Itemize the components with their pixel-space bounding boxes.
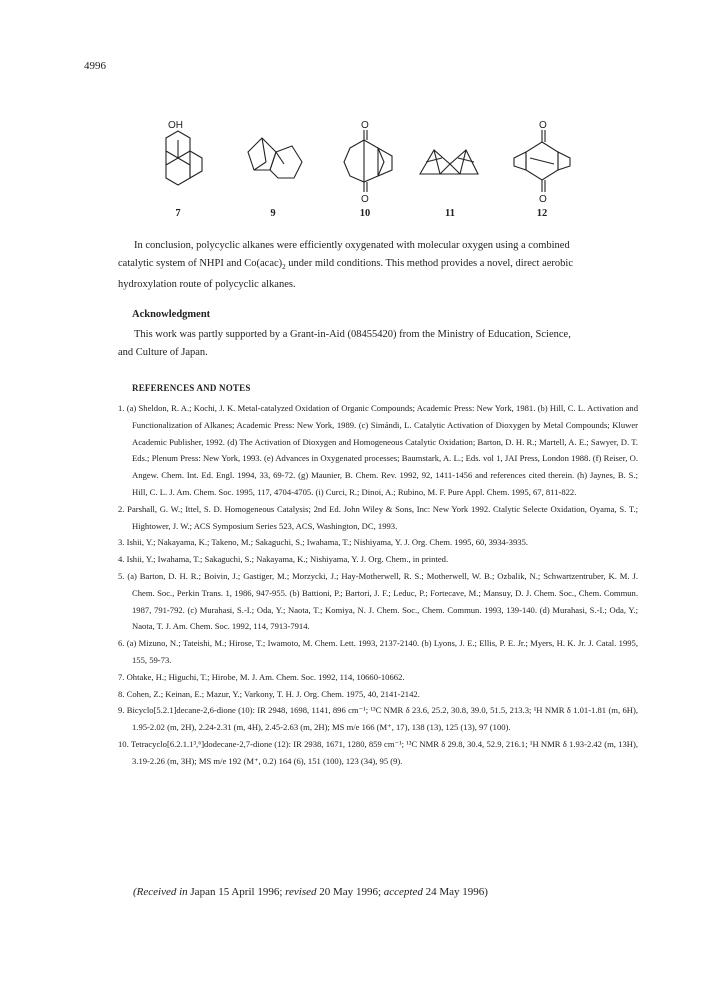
acknowledgment-line-2: and Culture of Japan. <box>118 347 208 358</box>
compound-11-structure <box>420 150 478 174</box>
acknowledgment-heading: Acknowledgment <box>132 309 211 320</box>
references-heading: REFERENCES AND NOTES <box>132 383 251 393</box>
conclusion-subscript: 2 <box>282 263 286 272</box>
oh-label: OH <box>168 120 183 131</box>
oxygen-label-12-top: O <box>539 120 547 131</box>
reference-item: 4. Ishii, Y.; Iwahama, T.; Sakaguchi, S.; Nakayama, K.; Nishiyama, Y. J. Org. Chem., in printed. <box>118 554 449 565</box>
compound-10-structure <box>344 130 392 192</box>
conclusion-line-2b: under mild conditions. This method provides a novel, direct aerobic <box>285 258 573 269</box>
reference-item: 8. Cohen, Z.; Keinan, E.; Mazur, Y.; Varkony, T. H. J. Org. Chem. 1975, 40, 2141-2142. <box>118 688 420 699</box>
acknowledgment-line-1: This work was partly supported by a Grant-in-Aid (08455420) from the Ministry of Education, Science, <box>134 329 571 340</box>
compound-7-structure <box>166 131 202 185</box>
oxygen-label-10-top: O <box>361 120 369 131</box>
conclusion-paragraph <box>118 237 638 294</box>
reference-item: 5. (a) Barton, D. H. R.; Boivin, J.; Gastiger, M.; Morzycki, J.; Hay-Motherwell, R. S.; Motherwell, W. B.; Ozbalik, N.; Schwartzentruber, K. M. J. Chem. Soc., Perkin Trans. 1, 1986, 947-955. (b) Battioni, P.; Bartori, J. F.; Leduc, P.; Fortecave, M.; Mansuy, D. J. Chem. Soc., Chem. Commun. 1987, 791-792. (c) Murahasi, S.-I.; Oda, Y.; Naota, T.; Komiya, N. J. Chem. Soc., Chem. Commun. 1993, 139-140. (d) Murahasi, S.-I.; Oda, Y.; Naota, T. J. Am. Chem. Soc. 1992, 114, 7913-7914. <box>118 570 638 632</box>
received-dates: (Received in Japan 15 April 1996; revised 20 May 1996; accepted 24 May 1996) <box>133 886 488 898</box>
page-number: 4996 <box>84 60 106 72</box>
compound-label: 12 <box>536 208 548 219</box>
reference-item: 2. Parshall, G. W.; Ittel, S. D. Homogeneous Catalysis; 2nd Ed. John Wiley & Sons, Inc: New York 1992. Ctalytic Selecte Oxidation, Oyama, S. T.; Hightower, J. W.; ACS Symposium Series 523, ACS, Washington, DC, 1993. <box>118 503 638 531</box>
compound-label: 10 <box>359 208 371 219</box>
oxygen-label-10-bottom: O <box>361 194 369 205</box>
acknowledgment-paragraph <box>118 326 638 362</box>
references-list <box>118 400 638 770</box>
compound-label: 11 <box>445 208 455 219</box>
conclusion-line-3: hydroxylation route of polycyclic alkanes. <box>118 279 296 291</box>
reference-item: 3. Ishii, Y.; Nakayama, K.; Takeno, M.; Sakaguchi, S.; Iwahama, T.; Nishiyama, Y. J. Org. Chem. 1995, 60, 3934-3935. <box>118 537 529 548</box>
reference-item: 6. (a) Mizuno, N.; Tateishi, M.; Hirose, T.; Iwamoto, M. Chem. Lett. 1993, 2137-2140. (b) Lyons, J. E.; Ellis, P. E. Jr.; Myers, H. K. Jr. J. Catal. 1995, 155, 59-73. <box>118 638 638 665</box>
oxygen-label-12-bottom: O <box>539 194 547 205</box>
conclusion-line-1: In conclusion, polycyclic alkanes were efficiently oxygenated with molecular oxygen using a combined <box>134 240 570 251</box>
compound-label: 9 <box>270 208 276 219</box>
reference-item: 1. (a) Sheldon, R. A.; Kochi, J. K. Metal-catalyzed Oxidation of Organic Compounds; Academic Press: New York, 1981. (b) Hill, C. L. Activation and Functionalization of Alkanes; Academic Press: New York, 1989. (c) Simándi, L. Catalytic Activation of Dioxygen by Metal Compounds; Kluwer Academic Publisher, 1992. (d) The Activation of Dioxygen and Homogeneous Catalytic Oxidation; Barton, D. H. R.; Martell, A. E.; Sawyer, D. T. Eds.; Plenum Press: New York, 1993. (e) Advances in Oxygenated processes; Baumstark, A. L.; Eds. vol 1, JAI Press, London 1988. (f) Reiser, O. Angew. Chem. Int. Ed. Engl. 1994, 33, 69-72. (g) Maunier, B. Chem. Rev. 1992, 92, 1411-1456 and references cited therein. (h) Jaynes, B. S.; Hill, C. L. J. Am. Chem. Soc. 1995, 117, 4704-4705. (i) Curci, R.; Dinoi, A.; Rubino, M. F. Pure Appl. Chem. 1995, 67, 811-822. <box>118 403 638 497</box>
reference-item: 7. Ohtake, H.; Higuchi, T.; Hirobe, M. J. Am. Chem. Soc. 1992, 114, 10660-10662. <box>118 671 405 682</box>
conclusion-line-2a: catalytic system of NHPI and Co(acac) <box>118 258 283 269</box>
compound-9-structure <box>248 138 302 178</box>
reference-item: 10. Tetracyclo[6.2.1.1³,⁶]dodecane-2,7-dione (12): IR 2938, 1671, 1280, 859 cm⁻¹; ¹³C NMR δ 29.8, 30.4, 52.9, 216.1; ¹H NMR δ 1.93-2.42 (m, 13H), 3.19-2.26 (m, 3H); MS m/e 192 (M⁺, 0.2) 164 (6), 151 (100), 123 (34), 95 (9). <box>118 738 638 766</box>
compound-label: 7 <box>175 208 181 219</box>
reference-item: 9. Bicyclo[5.2.1]decane-2,6-dione (10): IR 2948, 1698, 1141, 896 cm⁻¹; ¹³C NMR δ 23.6, 25.2, 30.8, 39.0, 51.5, 213.3; ¹H NMR δ 1.01-1.81 (m, 6H), 1.95-2.02 (m, 2H), 2.24-2.31 (m, 4H), 2.45-2.63 (m, 2H); MS m/e 166 (M⁺, 17), 138 (13), 125 (13), 97 (100). <box>118 705 638 733</box>
compound-12-structure <box>514 130 570 192</box>
